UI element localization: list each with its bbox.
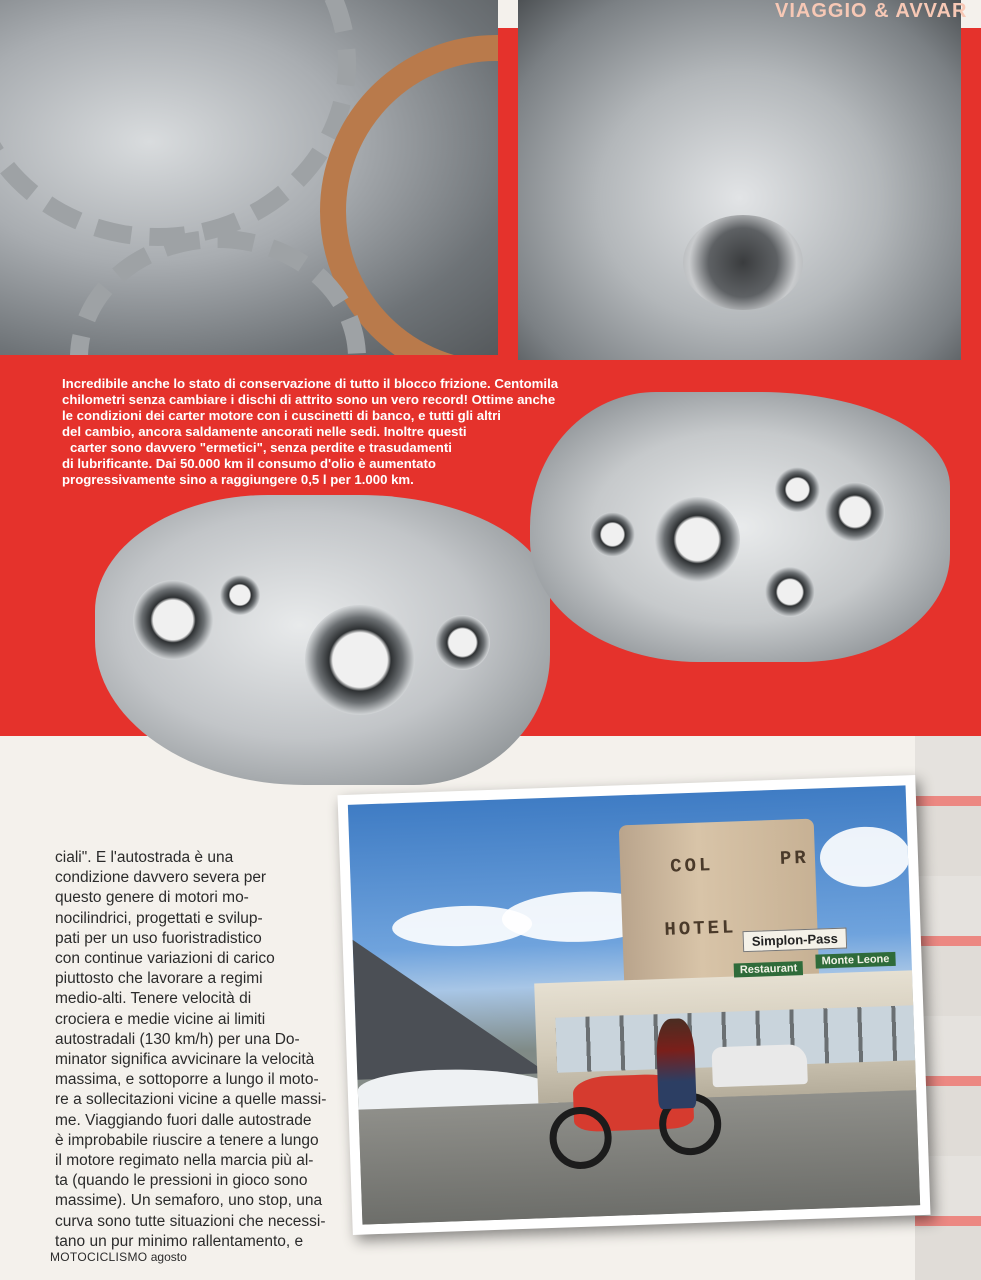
body-line: tano un pur minimo rallentamento, e [55,1232,304,1250]
caption-line: del cambio, ancora saldamente ancorati nelle sedi. Inoltre questi [62,424,467,439]
tower-lettering: HOTEL [664,916,737,941]
body-line: medio-alti. Tenere velocità di [55,990,252,1008]
simplon-pass-sign: Simplon-Pass [742,928,847,953]
parked-car [712,1044,808,1087]
body-line: autostradali (130 km/h) per una Do- [55,1030,300,1048]
magazine-name: MOTOCICLISMO [50,1250,148,1264]
clutch-housing-hub [683,215,803,310]
clutch-housing-photo [518,0,961,360]
tower-lettering: COL [669,854,714,878]
body-line: crociera e medie vicine ai limiti [55,1010,266,1028]
caption-line: chilometri senza cambiare i dischi di attrito sono un vero record! Ottime anche [62,392,556,407]
tower-lettering: PR [779,846,810,870]
body-line: minator significa avvicinare la velocità [55,1051,315,1069]
bearing [765,567,815,617]
bearing [435,615,490,670]
article-body [55,848,345,1252]
clutch-basket-ring [0,0,356,246]
body-line: con continue variazioni di carico [55,950,275,968]
simplon-pass-photo [337,775,930,1235]
body-line: massime). Un semaforo, uno stop, una [55,1192,323,1210]
section-title: VIAGGIO & AVVAR [775,0,968,22]
body-line: ta (quando le pressioni in gioco sono [55,1172,308,1190]
restaurant-sign: Restaurant [734,961,804,977]
clutch-hub-ring [70,230,366,355]
body-line: condizione davvero severa per [55,869,267,887]
mountain [353,933,548,1080]
issue-month: agosto [150,1250,187,1264]
bearing [220,575,260,615]
cloud [819,825,911,888]
bearing [655,497,740,582]
bearing [825,482,885,542]
caption-line: le condizioni dei carter motore con i cuscinetti di banco, e tutti gli altri [62,408,501,423]
body-line: nocilindrici, progettati e svilup- [55,909,263,927]
body-line: il motore regimato nella marcia più al- [55,1152,314,1170]
body-line: piuttosto che lavorare a regimi [55,970,263,988]
body-line: ciali". E l'autostrada è una [55,849,234,866]
body-line: pati per un uso fuoristradistico [55,929,262,947]
body-line: re a sollecitazioni vicine a quelle massi- [55,1091,327,1109]
caption-line: di lubrificante. Dai 50.000 km il consumo d'olio è aumentato [62,456,436,471]
bearing [133,580,213,660]
photo-scene [348,785,920,1224]
monte-leone-sign: Monte Leone [815,952,895,969]
body-line: è improbabile riuscire a tenere a lungo [55,1131,319,1149]
bearing [590,512,635,557]
body-line: questo genere di motori mo- [55,889,249,907]
engine-case-right-photo [530,392,950,662]
caption-line: progressivamente sino a raggiungere 0,5 l per 1.000 km. [62,472,414,487]
caption-line: Incredibile anche lo stato di conservazione di tutto il blocco frizione. Centomila [62,376,559,391]
body-line: curva sono tutte situazioni che necessi- [55,1212,326,1230]
rider [656,1018,697,1109]
caption-line: carter sono davvero "ermetici", senza perdite e trasudamenti [70,440,452,455]
page-footer [50,1250,187,1264]
engine-case-left-photo [95,495,550,785]
body-line: massima, e sottoporre a lungo il moto- [55,1071,319,1089]
bearing [305,605,415,715]
clutch-basket-photo [0,0,498,355]
body-line: me. Viaggiando fuori dalle autostrade [55,1111,312,1129]
bearing [775,467,820,512]
